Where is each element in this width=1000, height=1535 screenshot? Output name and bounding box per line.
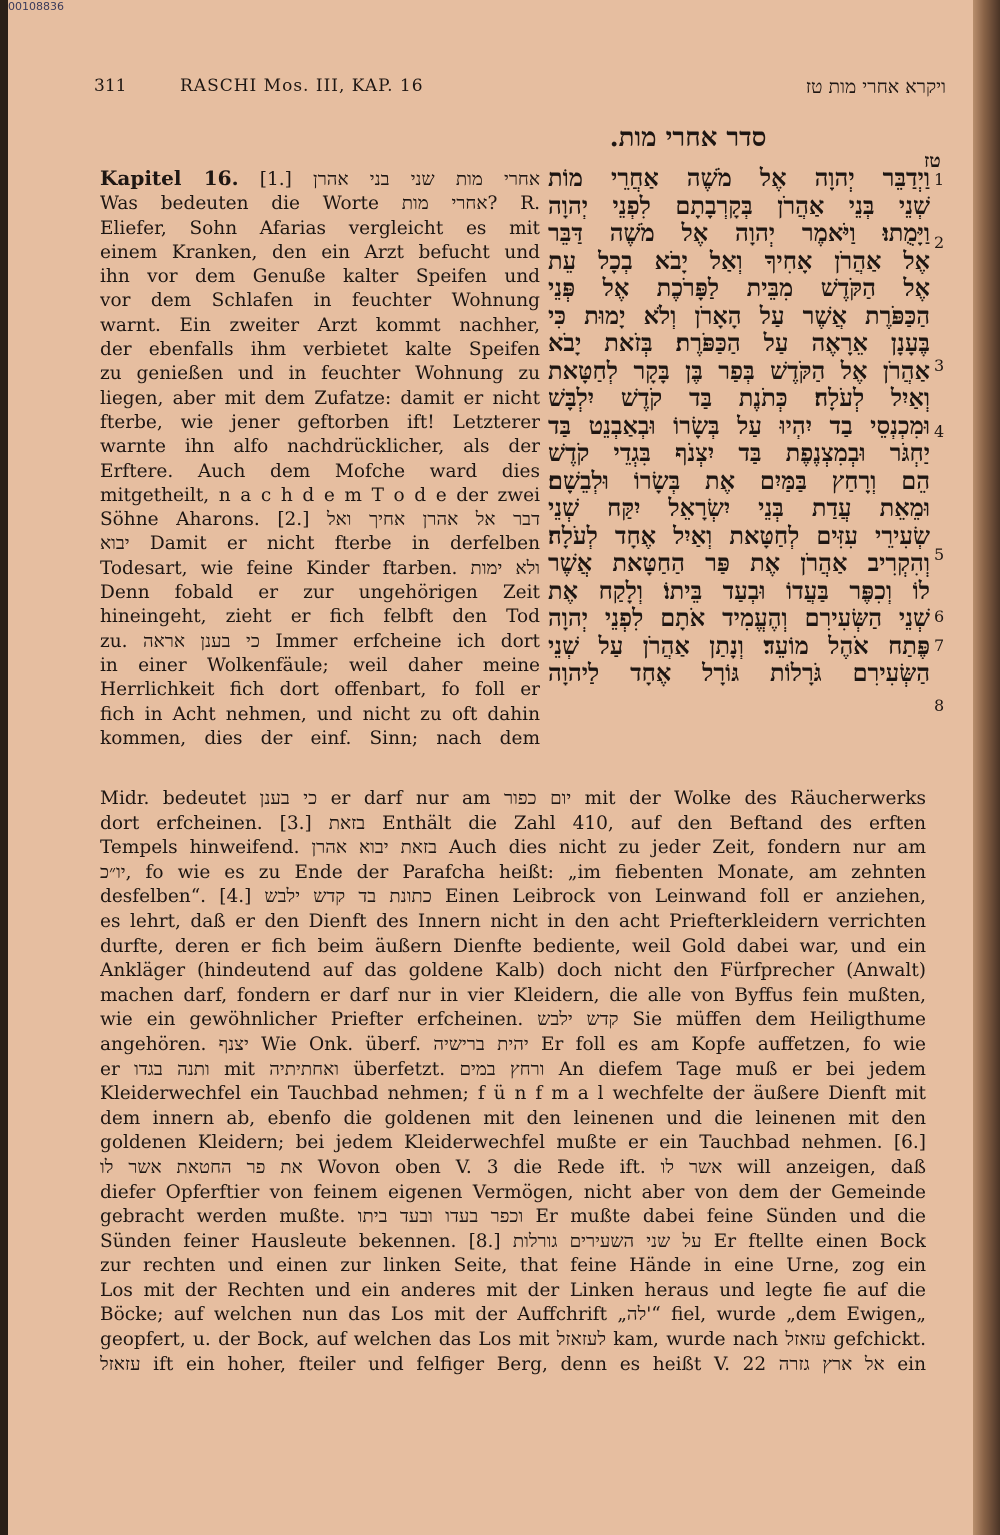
bible-line: וְהִקְרִיב אַהֲרֹן אֶת פַּר הַחַטָּאת אֲשֶׁר <box>548 549 930 577</box>
bible-line: לוֹ וְכִפֶּר בַּעֲדוֹ וּבְעַד בֵּיתוֹ׃ וְלָקַח אֶת <box>548 576 930 604</box>
body-line: עזאזל ift ein hoher, fteiler und felfiger Berg, denn es heißt V. 22 אל ארץ גזרה ein <box>100 1353 926 1375</box>
verse-number: 6 <box>934 607 945 626</box>
chapter-mark: טז <box>924 150 941 172</box>
commentary-line: vor dem Schlafen in feuchter Wohnung <box>100 290 540 312</box>
scan-id: 00108836 <box>8 0 64 13</box>
verse-number: 5 <box>934 545 945 564</box>
commentary-line: Denn fobald er zur ungehörigen Zeit <box>100 582 540 604</box>
commentary-line: warnt. Ein zweiter Arzt kommt nachher, <box>100 314 540 336</box>
bible-text <box>548 164 930 687</box>
commentary-line: zu. כי בענן אראה Immer erfcheine ich dort <box>100 630 540 652</box>
bible-line: אֶל הַקֹּדֶשׁ מִבֵּית לַפָּרֹכֶת אֶל פְּנֵי <box>548 274 930 302</box>
bible-line: אַהֲרֹן אֶל הַקֹּדֶשׁ בְּפַר בֶּן בָּקָר לְחַטָּאת <box>548 356 930 384</box>
commentary-line: יבוא Damit er nicht fterbe in derfelben <box>100 533 540 555</box>
page-number: 311 <box>94 76 127 96</box>
body-line: angehören. יצנף Wie Onk. überf. יהית ברישיה Er foll es am Kopfe auffetzen, fo wie <box>100 1033 926 1055</box>
verse-number: 8 <box>934 696 945 715</box>
running-title: RASCHI Mos. III, KAP. 16 <box>180 76 424 96</box>
commentary-lemma: [1.] אחרי מות שני בני אהרן <box>238 169 540 190</box>
body-line: Midr. bedeutet כי בענן er darf nur am יום כפור mit der Wolke des Räucherwerks <box>100 788 926 809</box>
bible-line: פֶּתַח אֹהֶל מוֹעֵד׃ וְנָתַן אַהֲרֹן עַל שְׁנֵי <box>548 631 930 659</box>
commentary-line: warnte ihn alfo nachdrücklicher, als der <box>100 436 540 458</box>
body-line: יו״כ, fo wie es zu Ende der Parafcha heißt: „im fiebenten Monate, am zehnten <box>100 861 926 883</box>
running-header <box>94 76 946 104</box>
bible-line: הַשְּׂעִירִם גֹּרָלוֹת גּוֹרָל אֶחָד לַיהוָה <box>548 659 930 687</box>
kapitel-heading: Kapitel 16. <box>100 166 239 190</box>
body-line: Sünden feiner Hausleute bekennen. [8.] על שני השעירים גורלות Er ftellte einen Bock <box>100 1230 926 1252</box>
commentary-line: einem Kranken, den ein Arzt befucht und <box>100 241 540 263</box>
commentary-line: ihn vor dem Genuße kalter Speifen und <box>100 266 540 288</box>
body-line: zur rechten und einen zur linken Seite, that feine Hände in eine Urne, zog ein <box>100 1255 926 1277</box>
body-line: Ankläger (hindeutend auf das goldene Kalb) doch nicht den Fürfprecher (Anwalt) <box>100 960 926 982</box>
body-line: durfte, deren er fich beim äußern Dienfte bediente, weil Gold dabei war, und ein <box>100 935 926 957</box>
body-line: wie ein gewöhnlicher Priefter erfcheinen. קדש ילבש Sie müffen dem Heiligthume <box>100 1009 926 1031</box>
body-line: Tempels hinweifend. בזאת יבוא אהרן Auch dies nicht zu jeder Zeit, fondern nur am <box>100 837 926 859</box>
bible-line: שְׁנֵי בְּנֵי אַהֲרֹן בְּקָרְבָתָם לִפְנֵי יְהוָה <box>548 191 930 219</box>
bible-line: שְׂעִירֵי עִזִּים לְחַטָּאת וְאַיִל אֶחָד לְעֹלָה׃ <box>548 521 930 549</box>
body-line: Böcke; auf welchen nun das Los mit der Auffchrift „לה'“ fiel, wurde „dem Ewigen„ <box>100 1304 926 1326</box>
body-line: es lehrt, daß er den Dienft des Innern nicht in den acht Priefterkleidern verrichten <box>100 910 926 932</box>
bible-line: וּמִכְנְסֵי בַד יִהְיוּ עַל בְּשָׂרוֹ וּבְאַבְנֵט בַּד <box>548 411 930 439</box>
body-line: machen darf, fondern er darf nur in vier Kleidern, die alle von Byffus fein mußten, <box>100 984 926 1006</box>
body-line: gebracht werden mußte. וכפר בעדו ובעד ביתו Er mußte dabei feine Sünden und die <box>100 1206 926 1228</box>
body-line: desfelben“. [4.] כתונת בד קדש ילבש Einen Leibrock von Leinwand foll er anziehen, <box>100 886 926 908</box>
bible-line: הַכַּפֹּרֶת אֲשֶׁר עַל הָאָרֹן וְלֹא יָמוּת כִּי <box>548 301 930 329</box>
bible-line: יַחְגֹּר וּבְמִצְנֶפֶת בַּד יִצְנֹף בִּגְדֵי קֹדֶשׁ <box>548 439 930 467</box>
commentary-line: Eliefer, Sohn Afarias vergleicht es mit <box>100 217 540 239</box>
body-line: diefer Opferftier von feinem eigenen Vermögen, nicht aber von dem der Gemeinde <box>100 1181 926 1203</box>
body-line: er ותנה בגדו mit ואחתיתיה überfetzt. ורחץ במים An diefem Tage muß er bei jedem <box>100 1058 926 1080</box>
body-line: את פר החטאת אשר לו Wovon oben V. 3 die Rede ift. אשר לו will anzeigen, daß <box>100 1156 926 1178</box>
hebrew-running-title: ויקרא אחרי מות טז <box>805 76 946 98</box>
commentary-line: zu genießen und in feuchter Wohnung zu <box>100 363 540 385</box>
book-page-edges <box>973 0 1000 1535</box>
body-line: goldenen Kleidern; bei jedem Kleiderwechfel mußte er ein Tauchbad nehmen. [6.] <box>100 1132 926 1154</box>
commentary-line: der ebenfalls ihm verbietet kalte Speifen <box>100 339 540 361</box>
commentary-column <box>100 166 540 751</box>
commentary-line: liegen, aber mit dem Zufatze: damit er nicht <box>100 387 540 409</box>
commentary-line: Herrlichkeit fich dort offenbart, fo foll er <box>100 679 540 701</box>
commentary-line: Erftere. Auch dem Mofche ward dies <box>100 460 540 482</box>
verse-number: 7 <box>934 636 945 655</box>
bible-line: וַיְדַבֵּר יְהוָה אֶל מֹשֶׁה אַחֲרֵי מוֹת <box>548 164 930 192</box>
bible-line: וַיָּמֻתוּ׃ וַיֹּאמֶר יְהוָה אֶל מֹשֶׁה דַּבֵּר <box>548 219 930 247</box>
commentary-line: fich in Acht nehmen, und nicht zu oft dahin <box>100 703 540 725</box>
commentary-line: kommen, dies der einf. Sinn; nach dem <box>100 727 540 749</box>
commentary-line: fterbe, wie jener geftorben ift! Letzterer <box>100 411 540 433</box>
book-page <box>8 0 973 1535</box>
bible-line: בֶּעָנָן אֵרָאֶה עַל הַכַּפֹּרֶת׃ בְּזֹאת יָבֹא <box>548 329 930 357</box>
bible-line: וּמֵאֵת עֲדַת בְּנֵי יִשְׂרָאֵל יִקַּח שְׁנֵי <box>548 494 930 522</box>
verse-number: 3 <box>934 356 945 375</box>
sedra-title: סדר אחרי מות. <box>609 123 767 153</box>
bible-line: אֶל אַהֲרֹן אָחִיךָ וְאַל יָבֹא בְכָל עֵת <box>548 246 930 274</box>
verse-number: 4 <box>934 422 945 441</box>
commentary-line: Söhne Aharons. [2.] דבר אל אהרן אחיך ואל <box>100 509 540 531</box>
verse-number: 1 <box>934 170 945 189</box>
bible-line: שְׁנֵי הַשְּׂעִירִם וְהֶעֱמִיד אֹתָם לִפְנֵי יְהוָה <box>548 604 930 632</box>
body-line: dem innern ab, ebenfo die goldenen mit den leinenen und die leinenen mit den <box>100 1107 926 1129</box>
commentary-line: mitgetheilt, n a c h d e m T o d e der zwei <box>100 484 540 506</box>
commentary-line: Was bedeuten die Worte אחרי מות? R. <box>100 193 540 215</box>
body-line: geopfert, u. der Bock, auf welchen das Los mit לעזאזל kam, wurde nach עזאזל gefchickt. <box>100 1329 926 1351</box>
verse-number: 2 <box>934 233 945 252</box>
bible-line: הֵם וְרָחַץ בַּמַּיִם אֶת בְּשָׂרוֹ וּלְבֵשָׁם׃ <box>548 466 930 494</box>
commentary-line: hineingeht, zieht er fich felbft den Tod <box>100 606 540 628</box>
commentary-line: in einer Wolkenfäule; weil daher meine <box>100 654 540 676</box>
body-line: dort erfcheinen. [3.] בזאת Enthält die Zahl 410, auf den Beftand des erften <box>100 812 926 834</box>
commentary-line: Todesart, wie feine Kinder ftarben. ולא ימות <box>100 557 540 579</box>
commentary-first-line <box>100 166 540 192</box>
body-line: Kleiderwechfel ein Tauchbad nehmen; f ü n f m a l wechfelte der äußere Dienft mit <box>100 1083 926 1105</box>
body-line: Los mit der Rechten und ein anderes mit der Linken heraus und legte fie auf die <box>100 1279 926 1301</box>
commentary-body <box>100 787 926 1377</box>
bible-line: וְאַיִל לְעֹלָה׃ כְּתֹנֶת בַּד קֹדֶשׁ יִלְבָּשׁ <box>548 384 930 412</box>
